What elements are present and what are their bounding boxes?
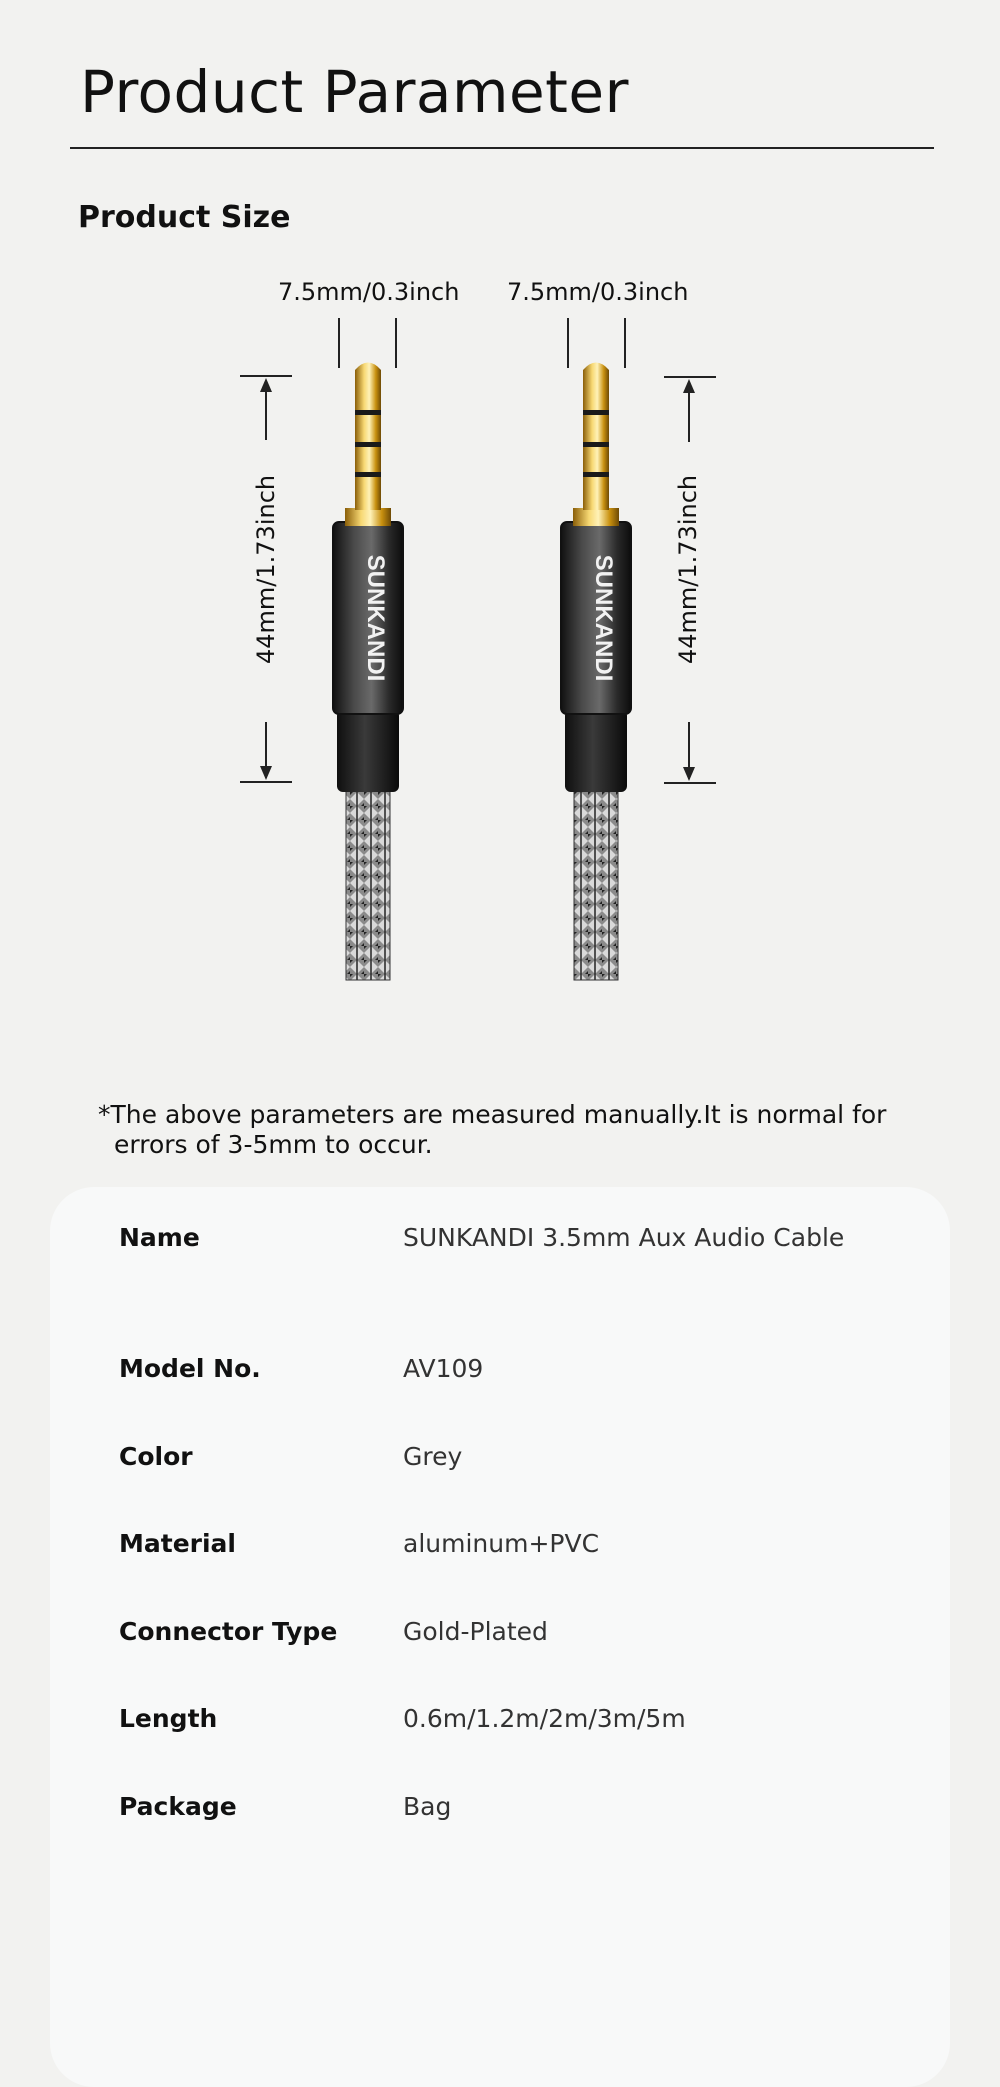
title-divider (70, 147, 934, 149)
right-plug-brand: SUNKANDI (590, 554, 617, 682)
page-title: Product Parameter (80, 58, 629, 126)
spec-value: AV109 (403, 1354, 484, 1383)
spec-card (50, 1187, 950, 2087)
spec-row-model (50, 1354, 950, 1394)
width-markers (339, 318, 625, 368)
spec-row-package (50, 1792, 950, 1832)
right-tip-width-label: 7.5mm/0.3inch (507, 278, 689, 306)
note-line-2: errors of 3-5mm to occur. (114, 1130, 433, 1159)
spec-label: Package (119, 1792, 237, 1821)
spec-value: 0.6m/1.2m/2m/3m/5m (403, 1704, 686, 1733)
spec-row-material (50, 1529, 950, 1569)
spec-value: SUNKANDI 3.5mm Aux Audio Cable (403, 1223, 845, 1252)
right-length-label: 44mm/1.73inch (674, 474, 702, 664)
spec-label: Name (119, 1223, 200, 1252)
spec-row-connector-type (50, 1617, 950, 1657)
spec-row-color (50, 1442, 950, 1482)
left-length-label: 44mm/1.73inch (252, 474, 280, 664)
spec-row-length (50, 1704, 950, 1744)
spec-value: Grey (403, 1442, 463, 1471)
note-line-1: *The above parameters are measured manually.It is normal for (98, 1100, 887, 1129)
product-size-figure (0, 260, 1000, 1020)
left-cable (333, 363, 403, 981)
left-tip-width-label: 7.5mm/0.3inch (278, 278, 460, 306)
spec-label: Color (119, 1442, 193, 1471)
spec-label: Connector Type (119, 1617, 338, 1646)
spec-value: aluminum+PVC (403, 1529, 600, 1558)
spec-row-name (50, 1223, 950, 1263)
spec-label: Material (119, 1529, 236, 1558)
right-cable (561, 363, 631, 981)
spec-value: Bag (403, 1792, 452, 1821)
cable-illustration (0, 260, 1000, 1020)
section-title-product-size: Product Size (78, 200, 291, 235)
left-plug-brand: SUNKANDI (362, 554, 389, 682)
measurement-note (98, 1100, 918, 1160)
spec-label: Model No. (119, 1354, 261, 1383)
spec-value: Gold-Plated (403, 1617, 548, 1646)
spec-label: Length (119, 1704, 218, 1733)
